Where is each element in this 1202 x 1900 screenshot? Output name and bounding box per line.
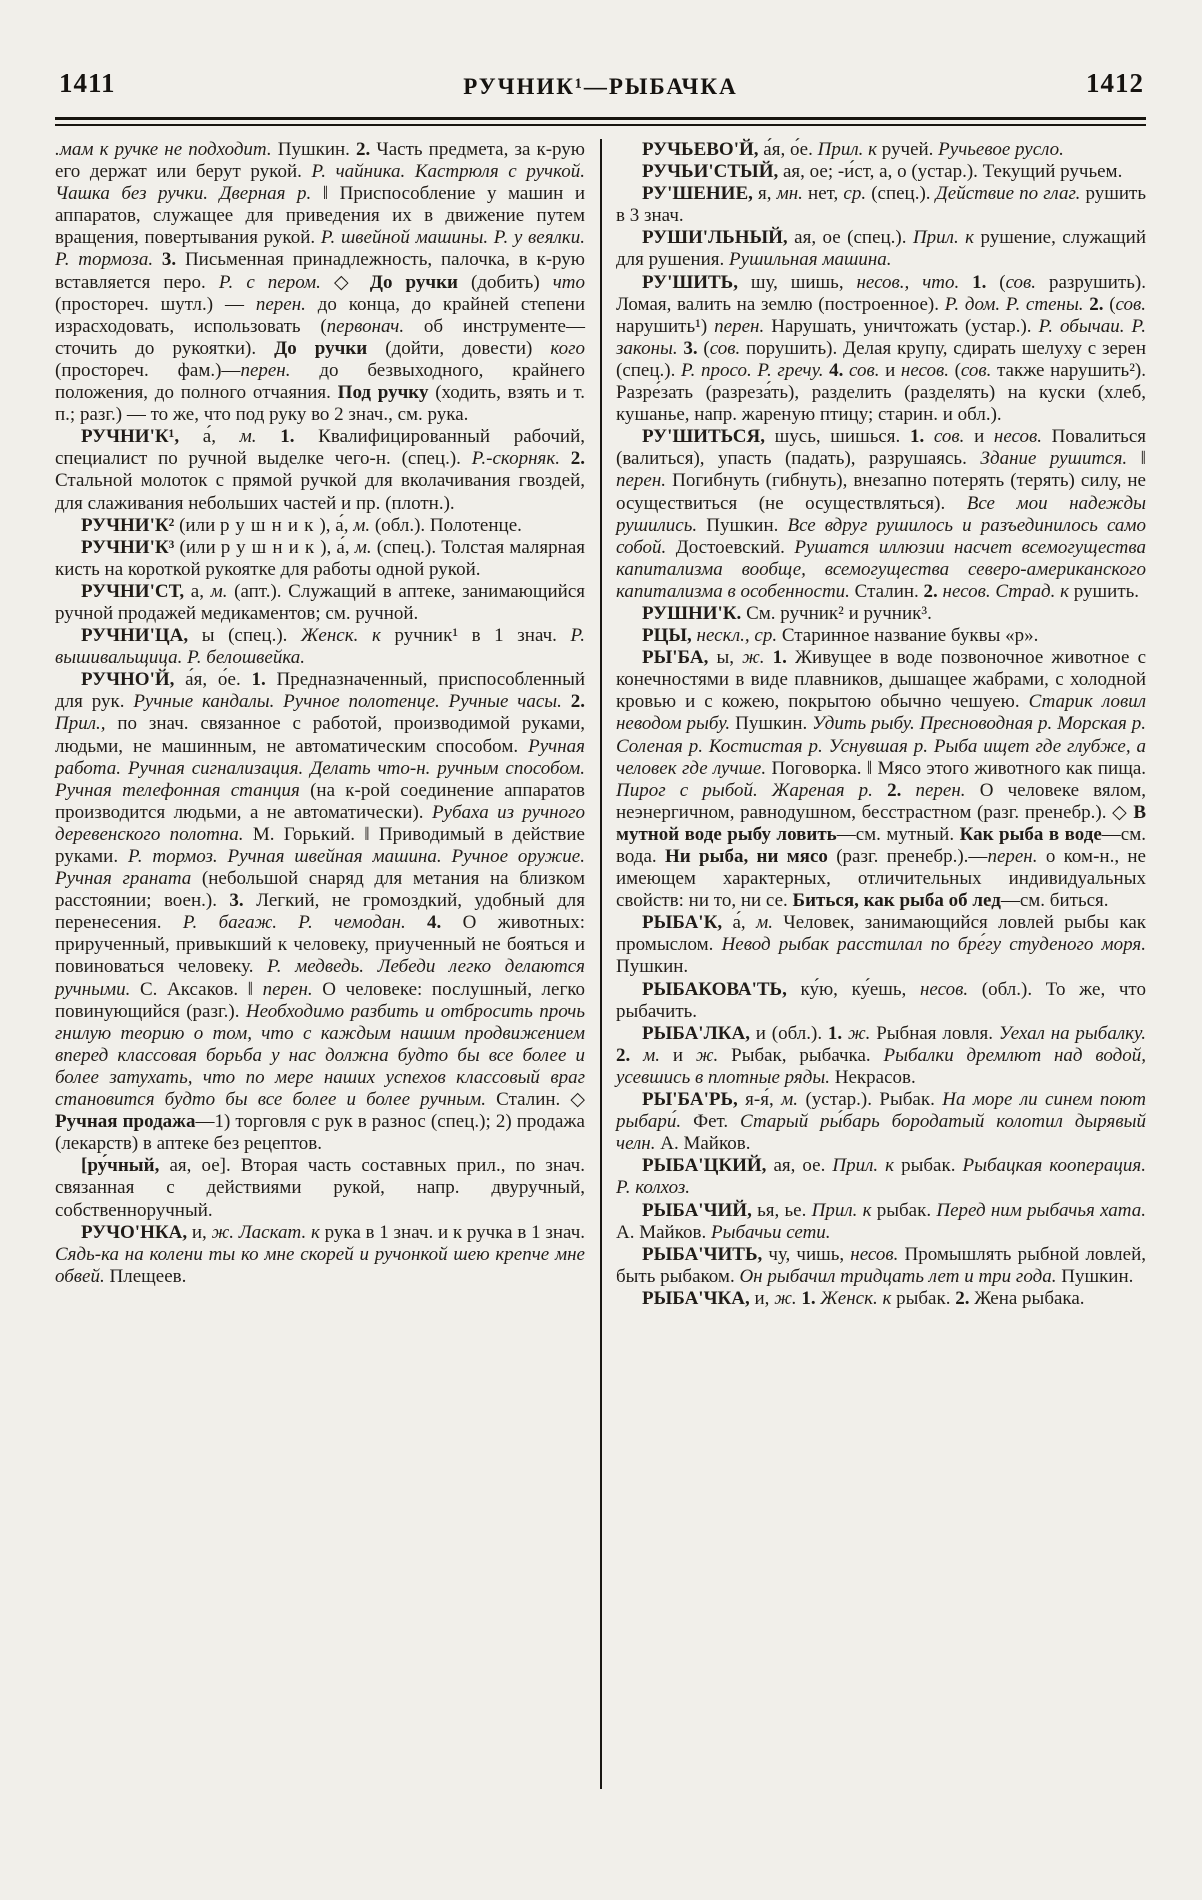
- entry-text: Погибнуть (гибнуть), внезапно потерять (терять) силу, не осуществиться (не осуществляться).: [616, 470, 1146, 514]
- entry-text: Перед ним рыбачья хата.: [936, 1199, 1146, 1221]
- entry-text: 1.: [801, 1287, 816, 1309]
- entry-text: Фет.: [681, 1111, 741, 1133]
- entry-text: Ручная продажа: [55, 1111, 196, 1133]
- entry-text: Под ручку: [337, 382, 429, 404]
- headword: РЫБА'ЦКИЙ,: [642, 1155, 767, 1177]
- entry-text: ср.: [843, 183, 867, 205]
- text-columns: [55, 139, 1146, 1789]
- entry-text: перен.: [262, 978, 313, 1000]
- entry-text: Все мои надежды рушились.: [616, 492, 1146, 536]
- entry-text: Невод рыбак расстилал по бре́гу студеного моря.: [721, 934, 1147, 956]
- entry-text: сов.: [849, 359, 880, 381]
- entry-text: а́я, о́е.: [758, 139, 818, 160]
- entry-text: 2.: [923, 580, 938, 602]
- entry-text: (спец.).: [866, 183, 936, 205]
- entry-text: О животных: прирученный, привыкший к человеку, приученный не бояться и повиноваться человеку.: [55, 912, 585, 978]
- headword: РЫБАКОВА'ТЬ,: [642, 978, 787, 1000]
- entry-text: м.: [643, 1044, 660, 1066]
- dictionary-entry: [616, 625, 1146, 647]
- dictionary-entry: [616, 227, 1146, 271]
- dictionary-entry: [616, 272, 1146, 427]
- entry-text: Пушкин.: [271, 139, 357, 160]
- entry-text: Пушкин.: [616, 956, 689, 978]
- entry-text: [406, 912, 427, 933]
- entry-text: и: [879, 359, 901, 381]
- entry-text: (добить): [457, 271, 553, 293]
- dictionary-entry: [55, 581, 585, 625]
- entry-text: Пушкин.: [1056, 1265, 1134, 1287]
- entry-text: Письменная принадлежность, палочка, в к-рую вставляется перо.: [55, 249, 585, 293]
- entry-text: Женск. к: [820, 1287, 892, 1309]
- entry-text: Р. обычаи. Р. законы.: [616, 315, 1146, 359]
- entry-text: Здание рушится.: [980, 448, 1128, 470]
- entry-text: я,: [752, 183, 777, 205]
- entry-text: [560, 448, 571, 469]
- entry-text: разрушить). Ломая, валить на землю (построенное).: [616, 271, 1146, 315]
- entry-text: ж.: [695, 1044, 719, 1066]
- entry-text: Человек, занимающийся ловлей рыбы как промыслом.: [616, 912, 1147, 956]
- entry-text: 2.: [570, 691, 585, 713]
- headword: РЫБА'ЧКА,: [642, 1287, 750, 1309]
- dictionary-entry: [616, 426, 1146, 603]
- entry-text: Необходимо разбить и отбросить прочь гнилую теорию о том, что с каждым нашим продвижением вперед классовая борьба у нас должна будто бы все более и более затухать, что по мере наших успехов классовый враг становится будто бы все более и более ручным.: [55, 1000, 585, 1111]
- dictionary-entry: [55, 537, 585, 581]
- entry-text: и,: [187, 1221, 212, 1243]
- entry-text: м.: [756, 912, 773, 934]
- headword: РУЧЬИ'СТЫЙ,: [642, 161, 779, 183]
- entry-text: по знач. связанное с работой, производимой руками, людьми, не машинным, не автоматическим способом.: [55, 713, 585, 757]
- entry-text: Р. тормоз. Ручная швейная машина. Ручное оружие. Ручная граната: [55, 846, 585, 890]
- entry-text: ◇: [320, 271, 370, 293]
- page-title: РУЧНИК¹—РЫБАЧКА: [463, 74, 738, 99]
- entry-text: А. Майков.: [616, 1221, 711, 1243]
- entry-text: Старик ловил неводом рыбу.: [616, 691, 1146, 735]
- entry-text: шусь, шишься.: [764, 426, 910, 448]
- entry-text: До ручки: [369, 271, 458, 293]
- entry-text: Легкий, не громоздкий, удобный для перенесения.: [55, 890, 585, 934]
- entry-text: [153, 249, 162, 270]
- entry-text: и: [964, 426, 994, 448]
- entry-text: Нарушать, уничтожать (устар.).: [764, 315, 1039, 337]
- entry-text: ‖: [1127, 448, 1146, 470]
- headword: РУЧНИ'ЦА,: [81, 625, 189, 647]
- column-divider: [600, 139, 602, 1789]
- entry-text: 2.: [1089, 293, 1104, 315]
- entry-text: несов. Страд. к: [942, 580, 1070, 602]
- entry-text: См. ручник² и ручник³.: [741, 602, 932, 624]
- entry-text: Как рыба в воде: [959, 823, 1102, 845]
- headword: РЫБА'ЛКА,: [642, 1022, 750, 1044]
- entry-text: Часть предмета, за к-рую его держат или берут рукой.: [55, 139, 585, 183]
- entry-text: Сталин. ◇: [486, 1089, 585, 1111]
- dictionary-entry: [55, 669, 585, 1155]
- entry-text: 3.: [683, 337, 698, 359]
- entry-text: рушить в 3 знач.: [616, 183, 1146, 227]
- dictionary-entry: [616, 979, 1146, 1023]
- entry-text: ы (спец.).: [188, 625, 302, 647]
- entry-text: (апт.). Служащий в аптеке, занимающийся ручной продажей медикаментов; см. ручной.: [55, 580, 586, 624]
- entry-text: ая, ое]. Вторая часть составных прил., по знач. связанная с действиями рукой, напр. двуручный, собственноручный.: [55, 1155, 585, 1221]
- entry-text: (: [697, 337, 710, 359]
- entry-text: ья, ье.: [751, 1199, 812, 1221]
- entry-text: чу, чишь,: [762, 1243, 851, 1265]
- entry-text: ), а́,: [319, 514, 354, 536]
- entry-text: нескл., ср.: [696, 625, 778, 647]
- dictionary-entry: [55, 1155, 585, 1221]
- entry-text: [959, 272, 972, 293]
- entry-text: 4.: [829, 359, 844, 381]
- entry-text: сов.: [960, 359, 992, 381]
- entry-text: 1.: [827, 1022, 843, 1044]
- entry-text: 2.: [356, 139, 371, 160]
- entry-text: 1.: [251, 669, 266, 691]
- entry-text: м.: [354, 536, 372, 558]
- entry-text: несов.: [920, 978, 969, 1000]
- entry-text: м.: [210, 580, 228, 602]
- headword: РУ'ШИТЬСЯ,: [642, 426, 765, 448]
- entry-text: (разг. пренебр.).—: [827, 846, 988, 867]
- entry-text: а́,: [179, 426, 240, 448]
- header-rule: [55, 117, 1146, 126]
- entry-text: 1.: [909, 426, 925, 448]
- entry-text: рыбак.: [891, 1287, 956, 1309]
- dictionary-entry: [616, 183, 1146, 227]
- entry-text: а́я, о́е.: [174, 669, 252, 691]
- entry-text: несов.: [993, 426, 1042, 448]
- entry-text: О человеке: послушный, легко повинующийся (разг.).: [55, 978, 586, 1022]
- entry-text: (простореч. фам.)—: [55, 359, 241, 381]
- entry-text: [873, 780, 887, 801]
- entry-text: 2.: [955, 1287, 970, 1309]
- entry-text: Прил. к: [912, 227, 975, 249]
- entry-text: Некрасов.: [830, 1066, 916, 1088]
- entry-text: Р. просо. Р. гречу.: [680, 359, 824, 381]
- entry-text: Пушкин.: [730, 713, 813, 735]
- entry-text: рушить.: [1069, 580, 1140, 602]
- headword: РУЧНИ'СТ,: [81, 580, 185, 602]
- headword: РУЧНИ'К²: [81, 514, 175, 536]
- entry-text: 1.: [772, 647, 787, 669]
- entry-text: Пирог с рыбой. Жареная р.: [616, 779, 873, 801]
- entry-text: Все вдруг рушилось и разъединилось само собой.: [616, 514, 1147, 558]
- headword: РЫБА'ЧИЙ,: [642, 1199, 752, 1221]
- entry-text: ж.: [742, 647, 765, 669]
- headword: РУ'ШЕНИЕ,: [642, 183, 753, 205]
- entry-text: ж.: [774, 1287, 797, 1309]
- headword: РЫБА'К,: [642, 912, 723, 934]
- entry-text: до безвыходного, крайнего положения, до полного отчаяния.: [55, 359, 585, 404]
- dictionary-entry: [616, 1023, 1146, 1089]
- entry-text: перен.: [987, 846, 1038, 867]
- entry-text: 3.: [229, 890, 244, 912]
- headword: РУЧНО'Й,: [81, 669, 175, 691]
- entry-text: Прил. к: [817, 139, 878, 160]
- headword: РУ'ШИТЬ,: [642, 271, 738, 293]
- entry-text: перен.: [616, 470, 667, 492]
- entry-text: кого: [550, 337, 585, 359]
- entry-text: —см. вода.: [616, 823, 1146, 867]
- dictionary-entry: [616, 1200, 1146, 1244]
- dictionary-entry: [616, 1089, 1146, 1155]
- entry-text: Рушильная машина.: [729, 249, 892, 271]
- entry-text: м.: [781, 1089, 799, 1111]
- entry-text: (спец.). Толстая малярная кисть на короткой рукоятке для работы одной рукой.: [55, 536, 585, 580]
- entry-text: (: [948, 359, 961, 381]
- entry-text: (обл.). То же, что рыбачить.: [616, 978, 1146, 1022]
- entry-text: (: [986, 271, 1006, 293]
- entry-text: что: [552, 271, 586, 293]
- entry-text: Сядь-ка на колени ты ко мне скорей и ручонкой шею крепче мне обвей.: [55, 1243, 585, 1287]
- entry-text: рушник: [220, 514, 320, 536]
- entry-text: м.: [239, 426, 257, 448]
- entry-text: рушение, служащий для рушения.: [616, 227, 1146, 271]
- entry-text: Прил.,: [55, 713, 106, 735]
- dictionary-entry: [616, 139, 1146, 161]
- entry-text: Плещеев.: [104, 1265, 187, 1287]
- page-header: [57, 68, 1144, 112]
- entry-text: (обл.). Полотенце.: [370, 514, 522, 536]
- entry-text: Промышлять рыбной ловлей, быть рыбаком.: [616, 1243, 1146, 1287]
- entry-text: (или: [174, 514, 220, 536]
- entry-text: ручей.: [877, 139, 939, 160]
- entry-text: несов.: [900, 359, 949, 381]
- entry-text: (дойти, довести): [367, 337, 551, 359]
- entry-text: Удить рыбу. Пресноводная р. Морская р. Соленая р. Костистая р. Уснувшая р. Рыба ищет где глубже, а человек где лучше.: [616, 713, 1146, 779]
- entry-text: —см. мутный.: [836, 823, 960, 845]
- entry-text: сов.: [933, 426, 965, 448]
- entry-text: об инструменте—сточить до рукоятки).: [55, 315, 585, 359]
- headword: РЫ'БА,: [642, 647, 709, 669]
- headword: РЫБА'ЧИТЬ,: [642, 1243, 763, 1265]
- entry-text: На море ли синем поют рыбари́.: [616, 1089, 1146, 1133]
- entry-text: 3.: [161, 249, 177, 271]
- entry-text: А. Майков.: [655, 1133, 751, 1155]
- headword: РУЧНИ'К³: [81, 536, 175, 558]
- headword: РУЧЬЕВО'Й,: [642, 139, 759, 160]
- entry-text: —1) торговля с рук в разнос (спец.); 2) продажа (лекарств) в аптеке без рецептов.: [55, 1111, 585, 1155]
- entry-text: м.: [353, 514, 371, 536]
- entry-text: Р. швейной машины. Р. у веялки. Р. тормоза.: [55, 227, 585, 271]
- entry-text: Р. чайника. Кастрюля с ручкой. Чашка без ручки. Дверная р.: [55, 161, 585, 205]
- headword: РЫ'БА'РЬ,: [642, 1089, 738, 1111]
- entry-text: (: [1103, 293, 1116, 315]
- entry-text: несов.: [850, 1243, 899, 1265]
- entry-text: Ни рыба, ни мясо: [664, 846, 828, 867]
- entry-text: Прил. к: [832, 1155, 895, 1177]
- entry-text: перен.: [240, 359, 291, 381]
- left-column: [55, 139, 585, 1789]
- dictionary-entry: [616, 1288, 1146, 1310]
- entry-text: о ком-н., не имеющем характерных, отличительных индивидуальных свойств: ни то, ни се.: [616, 846, 1146, 912]
- entry-text: до конца, до крайней степени израсходовать, использовать (: [55, 293, 585, 337]
- entry-text: перен.: [714, 315, 765, 337]
- entry-text: и (обл.).: [749, 1022, 828, 1044]
- right-column: [616, 139, 1146, 1789]
- entry-text: рушник: [220, 536, 321, 558]
- headword: РУШНИ'К.: [642, 602, 742, 624]
- entry-text: Рыбацкая кооперация. Р. колхоз.: [616, 1155, 1146, 1199]
- dictionary-entry: [55, 515, 585, 537]
- entry-text: Рубаха из ручного деревенского полотна.: [55, 801, 585, 845]
- entry-text: (на к-рой соединение аппаратов производится людьми, а не автоматически).: [55, 779, 585, 823]
- entry-text: я-я́,: [737, 1089, 782, 1111]
- page-number-right: 1412: [1086, 68, 1144, 98]
- entry-text: [630, 1045, 643, 1066]
- entry-text: 4.: [427, 912, 442, 934]
- entry-text: Квалифицированный рабочий, специалист по ручной выделке чего-н. (спец.).: [55, 426, 585, 470]
- entry-text: Р.-скорняк.: [471, 448, 560, 470]
- headword: РУШИ'ЛЬНЫЙ,: [642, 227, 788, 249]
- entry-text: Сталин.: [849, 580, 924, 602]
- headword: РЦЫ,: [642, 625, 692, 647]
- entry-text: Пушкин.: [697, 514, 788, 536]
- entry-text: Старый ры́барь бородатый колотил дырявый челн.: [616, 1111, 1146, 1155]
- entry-text: В мутной воде рыбу ловить: [616, 801, 1146, 845]
- entry-text: шу, шишь,: [737, 271, 857, 293]
- entry-text: Женск. к: [301, 625, 381, 647]
- entry-text: Жена рыбака.: [969, 1287, 1085, 1309]
- entry-text: Живущее в воде позвоночное животное с конечностями в виде плавников, дышащее жабрами, с холодной кровью и с кожею, покрытою обычно чешуею.: [616, 647, 1146, 713]
- dictionary-entry: [616, 912, 1146, 978]
- headword: РУЧО'НКА,: [81, 1221, 188, 1243]
- entry-text: Он рыбачил тридцать лет и три года.: [739, 1265, 1057, 1287]
- entry-text: рыбак.: [871, 1199, 937, 1221]
- entry-text: ая, ое.: [766, 1155, 833, 1177]
- entry-text: Рыбалки дремлют над водой, усевшись в плотные ряды.: [616, 1044, 1146, 1088]
- dictionary-entry: [55, 1222, 585, 1288]
- entry-text: ы,: [708, 647, 743, 669]
- entry-text: нет,: [802, 183, 844, 205]
- entry-text: Предназначенный, приспособленный для рук.: [55, 669, 586, 713]
- entry-text: и,: [749, 1287, 775, 1309]
- entry-text: Уехал на рыбалку.: [998, 1022, 1147, 1044]
- entry-text: (небольшой снаряд для метания на близком расстоянии; воен.).: [55, 868, 585, 912]
- entry-text: Рыбак, рыбачка.: [718, 1044, 884, 1066]
- entry-text: также нарушить²). Разре́зать (разреза́ть), разделить (разделять) на куски (хлеб, кушанье, напр. жареную птицу; старин. и обл.).: [616, 359, 1146, 426]
- entry-text: [257, 426, 281, 447]
- entry-text: Ручные кандалы. Ручное полотенце. Ручные часы.: [133, 691, 562, 713]
- entry-text: М. Горький. ‖ Приводимый в действие руками.: [55, 823, 585, 867]
- page-number-left: 1411: [59, 68, 116, 98]
- entry-text: (ходить, взять и т. п.; разг.) — то же, что под руку во 2 знач., см. рука.: [55, 382, 585, 426]
- dictionary-entry: [55, 625, 585, 669]
- entry-text: Рыбная ловля.: [870, 1022, 999, 1044]
- entry-text: 2.: [616, 1044, 631, 1066]
- dictionary-entry: [616, 603, 1146, 625]
- dictionary-entry: [616, 1244, 1146, 1288]
- entry-text: ж. Ласкат. к: [211, 1221, 320, 1243]
- entry-text: (или: [174, 536, 221, 558]
- entry-text: ая, ое (спец.).: [787, 227, 913, 249]
- entry-text: несов., что.: [856, 271, 960, 293]
- entry-text: сов.: [1005, 271, 1037, 293]
- entry-text: Поговорка. ‖ Мясо этого животного как пища.: [766, 757, 1147, 779]
- entry-text: ку́ю, ку́ешь,: [786, 978, 920, 1000]
- entry-text: [765, 647, 773, 668]
- dictionary-entry: [55, 139, 585, 426]
- entry-text: Стальной молоток с прямой ручкой для вколачивания гвоздей, для слаживания небольших частей и пр. (плотн.).: [55, 470, 585, 514]
- entry-text: Достоевский.: [666, 536, 795, 558]
- dictionary-entry: [55, 426, 585, 514]
- entry-text: 1.: [280, 426, 295, 448]
- entry-text: ж.: [847, 1022, 871, 1044]
- entry-text: [562, 691, 571, 712]
- entry-text: Действие по глаг.: [935, 183, 1081, 205]
- entry-text: порушить). Делая крупу, сдирать шелуху с зерен (спец.).: [616, 337, 1147, 381]
- entry-text: Ручьевое русло.: [938, 139, 1064, 160]
- entry-text: Прил. к: [811, 1199, 872, 1221]
- entry-text: Старинное название буквы «р».: [777, 625, 1039, 647]
- entry-text: ‖ Приспособление у машин и аппаратов, служащее для приведения их в движение путем вращения, повертывания рукой.: [55, 183, 585, 249]
- entry-text: перен.: [915, 779, 966, 801]
- entry-text: С. Аксаков. ‖: [130, 978, 263, 1000]
- entry-text: Р. дом. Р. стены.: [944, 293, 1084, 315]
- entry-text: сов.: [709, 337, 741, 359]
- entry-text: До ручки: [274, 337, 368, 359]
- entry-text: мн.: [776, 183, 803, 205]
- entry-text: а,: [184, 580, 211, 602]
- entry-text: 1.: [972, 271, 987, 293]
- entry-text: рыбак.: [894, 1155, 963, 1177]
- entry-text: ая, ое; -и́ст, а, о (устар.). Текущий ручьем.: [778, 161, 1123, 183]
- entry-text: [924, 426, 934, 447]
- entry-text: Рыбачьи сети.: [710, 1221, 831, 1243]
- entry-text: О человеке вялом, неэнергичном, равнодушном, бесстрастном (разг. пренебр.). ◇: [616, 779, 1147, 823]
- entry-text: Р. медведь. Лебеди легко делаются ручными.: [55, 956, 585, 1000]
- entry-text: Р. багаж. Р. чемодан.: [182, 912, 406, 934]
- entry-text: [901, 780, 915, 801]
- entry-text: и: [659, 1044, 696, 1066]
- dictionary-entry: [616, 161, 1146, 183]
- entry-text: Повалиться (валиться), упасть (падать), разрушаясь.: [616, 426, 1147, 470]
- entry-text: (устар.). Рыбак.: [798, 1089, 943, 1111]
- entry-text: ручник¹ в 1 знач.: [380, 625, 571, 647]
- entry-text: Ручная работа. Ручная сигнализация. Делать что-н. ручным способом. Ручная телефонная станция: [55, 735, 585, 801]
- entry-text: Биться, как рыба об лед: [792, 890, 1001, 912]
- entry-text: (простореч. шутл.) —: [55, 293, 256, 315]
- entry-text: перен.: [255, 293, 306, 315]
- headword: [ру́чный,: [81, 1155, 160, 1177]
- entry-text: Рушатся иллюзии насчет всемогущества капитализма вообще, всемогущества северо-американского капитализма в особенности.: [616, 536, 1146, 602]
- entry-text: .мам к ручке не подходит.: [55, 139, 272, 160]
- entry-text: 2.: [570, 448, 586, 470]
- entry-text: Р. с пером.: [218, 271, 321, 293]
- entry-text: ), а́,: [320, 536, 355, 558]
- entry-text: сов.: [1115, 293, 1147, 315]
- headword: РУЧНИ'К¹,: [81, 426, 180, 448]
- entry-text: —см. биться.: [1000, 890, 1109, 912]
- entry-text: рука в 1 знач. и к ручка в 1 знач.: [319, 1221, 586, 1243]
- dictionary-entry: [616, 647, 1146, 912]
- entry-text: первонач.: [326, 315, 405, 337]
- entry-text: нарушить¹): [616, 315, 715, 337]
- entry-text: 2.: [887, 779, 902, 801]
- dictionary-entry: [616, 1155, 1146, 1199]
- entry-text: а́,: [722, 912, 757, 934]
- entry-text: Р. вышивальщица. Р. белошвейка.: [55, 625, 585, 669]
